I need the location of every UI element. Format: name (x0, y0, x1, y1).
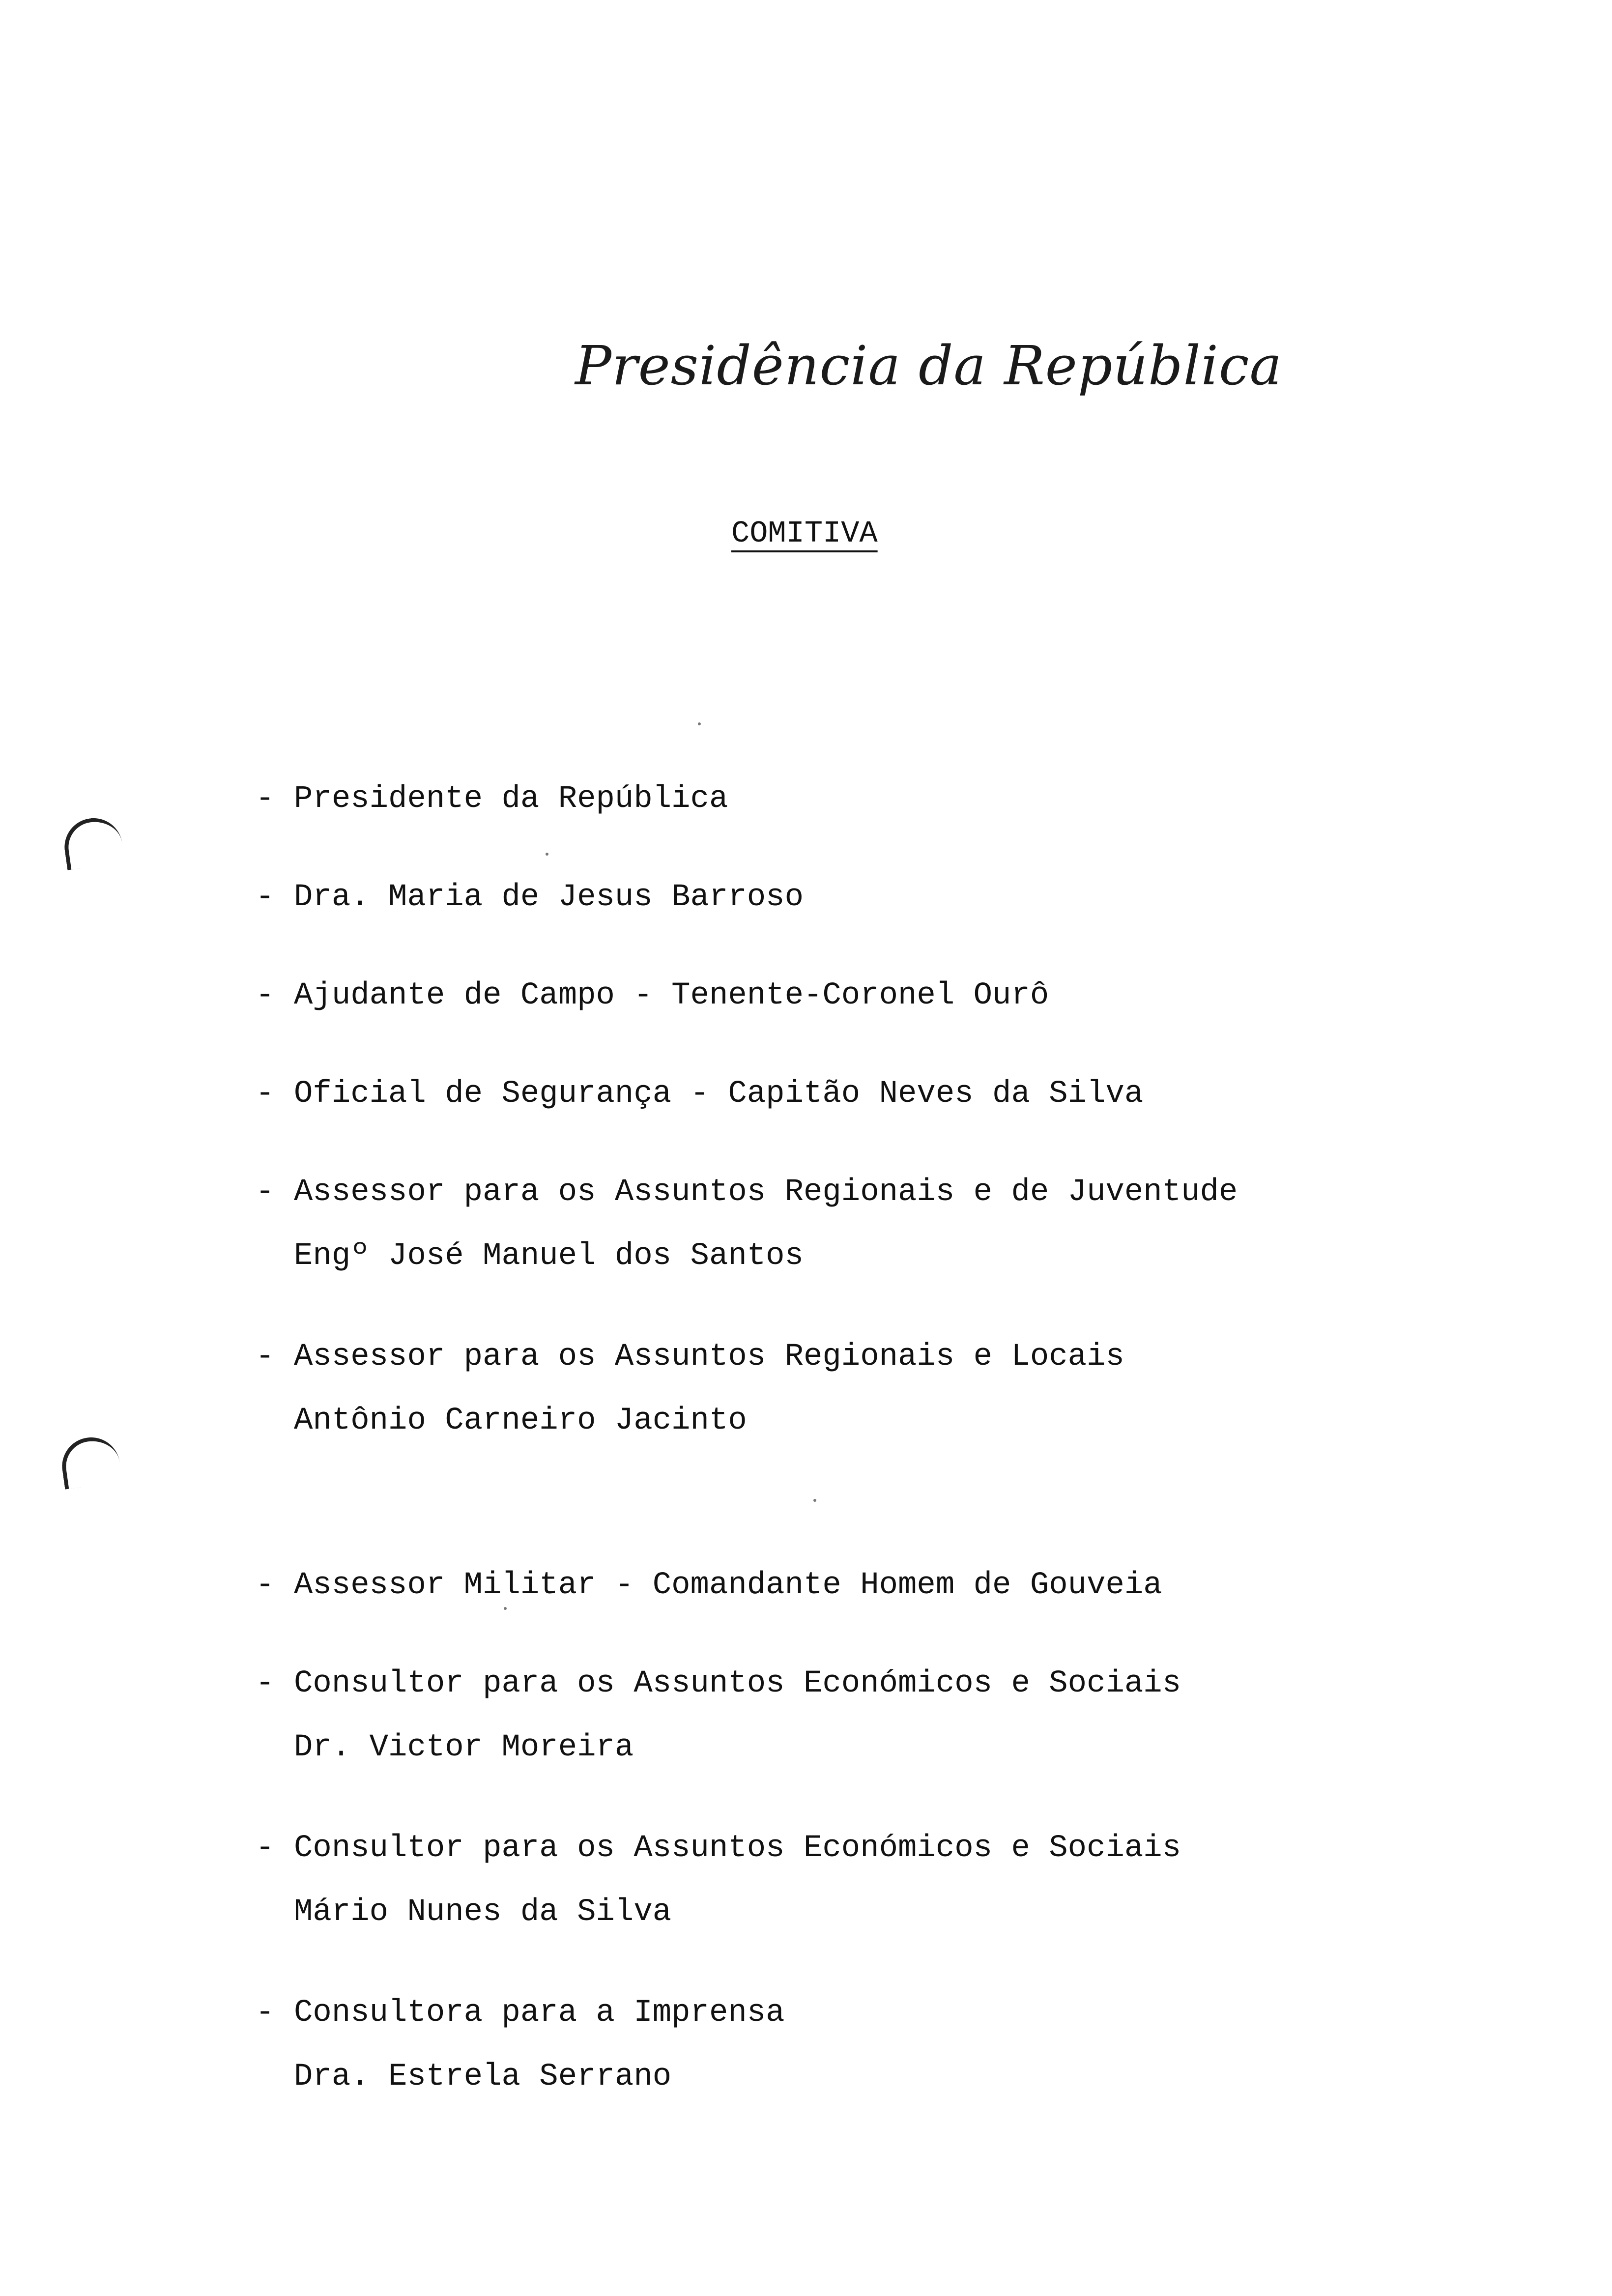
list-item-line: Consultor para os Assuntos Económicos e Sociais (294, 1831, 1181, 1866)
list-item-line: Assessor Militar - Comandante Homem de Gouveia (294, 1568, 1162, 1603)
list-bullet: - (256, 978, 275, 1013)
paper-speck (504, 1607, 507, 1610)
list-item-line: Engº José Manuel dos Santos (294, 1238, 804, 1274)
paper-speck (698, 722, 701, 725)
list-bullet: - (256, 1175, 275, 1210)
list-bullet: - (256, 880, 275, 915)
list-item-line: Dra. Maria de Jesus Barroso (294, 880, 804, 915)
list-item-line: Assessor para os Assuntos Regionais e Locais (294, 1339, 1124, 1375)
page-title: COMITIVA (731, 516, 878, 551)
list-item-line: Presidente da República (294, 781, 728, 817)
list-item-line: Consultora para a Imprensa (294, 1995, 785, 2031)
list-item-line: Mário Nunes da Silva (294, 1894, 672, 1930)
list-bullet: - (256, 1831, 275, 1866)
list-item-line: Assessor para os Assuntos Regionais e de Juventude (294, 1175, 1238, 1210)
list-bullet: - (256, 1339, 275, 1375)
list-bullet: - (256, 1076, 275, 1112)
list-bullet: - (256, 781, 275, 817)
list-item-line: Ajudante de Campo - Tenente-Coronel Ourô (294, 978, 1049, 1013)
paper-speck (813, 1499, 816, 1502)
list-item-line: Oficial de Segurança - Capitão Neves da Silva (294, 1076, 1144, 1112)
letterhead-script: Presidência da República (575, 334, 1283, 397)
list-item-line: Dra. Estrela Serrano (294, 2059, 672, 2095)
list-item-line: Antônio Carneiro Jacinto (294, 1403, 747, 1438)
list-bullet: - (256, 1568, 275, 1603)
paper-speck (546, 853, 548, 856)
list-bullet: - (256, 1666, 275, 1701)
list-item-line: Consultor para os Assuntos Económicos e Sociais (294, 1666, 1181, 1701)
list-bullet: - (256, 1995, 275, 2031)
list-item-line: Dr. Victor Moreira (294, 1730, 634, 1765)
